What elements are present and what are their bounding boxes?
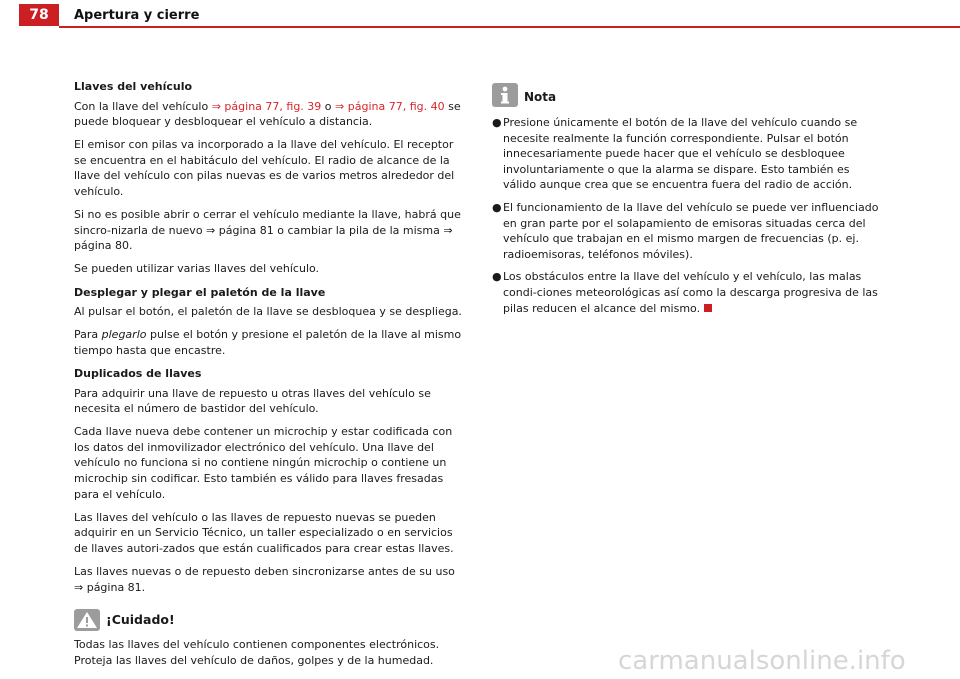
info-icon xyxy=(492,83,518,107)
bullet-icon: ● xyxy=(492,200,502,214)
text: Para xyxy=(74,328,102,342)
section-title: Apertura y cierre xyxy=(74,8,200,23)
page-number: 78 xyxy=(19,4,59,26)
heading-fold-key: Desplegar y plegar el paletón de la llave xyxy=(74,285,326,299)
watermark: carmanualsonline.info xyxy=(618,646,906,676)
list-item xyxy=(492,269,886,316)
page-header xyxy=(0,0,960,30)
paragraph-remote xyxy=(74,99,466,130)
heading-duplicate-keys: Duplicados de llaves xyxy=(74,366,202,380)
bullet-text: El funcionamiento de la llave del vehículo se puede ver influenciado en gran parte por el solapamiento de emisoras situadas cerca del vehículo que trabajan en el mismo margen de frecuencias (p. ej. radioemisoras, teléfonos móviles). xyxy=(503,200,879,261)
list-item xyxy=(492,200,886,262)
paragraph-fold xyxy=(74,327,466,358)
right-column xyxy=(492,83,886,323)
header-rule xyxy=(59,26,960,28)
paragraph-purchase: Las llaves del vehículo o las llaves de repuesto nuevas se pueden adquirir en un Servicio Técnico, un taller especializado o en servicios de llaves autori-zados que están cualificados para crear estas llaves. xyxy=(74,510,454,555)
paragraph-sync-new: Las llaves nuevas o de repuesto deben sincronizarse antes de su uso ⇒ página 81. xyxy=(74,564,455,594)
paragraph-sync: Si no es posible abrir o cerrar el vehículo mediante la llave, habrá que sincro-nizarla de nuevo ⇒ página 81 o cambiar la pila de la misma ⇒ página 80. xyxy=(74,208,461,253)
bullet-icon: ● xyxy=(492,270,502,284)
paragraph-unfold: Al pulsar el botón, el paletón de la llave se desbloquea y se despliega. xyxy=(74,305,462,319)
note-heading xyxy=(492,83,886,107)
note-title: Nota xyxy=(524,90,557,105)
text: Con la llave del vehículo xyxy=(74,99,212,113)
bullet-text: Los obstáculos entre la llave del vehículo y el vehículo, las malas condi-ciones meteorológicas así como la descarga progresiva de las pilas reducen el alcance del mismo. xyxy=(503,270,878,315)
end-mark-icon xyxy=(704,304,712,312)
paragraph-multiple-keys: Se pueden utilizar varias llaves del vehículo. xyxy=(74,262,320,276)
caution-title: ¡Cuidado! xyxy=(106,612,175,628)
list-item xyxy=(492,115,886,193)
left-column xyxy=(74,79,466,676)
link-page-77-fig-40[interactable]: ⇒ página 77, fig. 40 xyxy=(335,99,445,113)
text: pulse el botón y presione el paletón de la llave al mismo tiempo hasta que encastre. xyxy=(74,328,462,357)
paragraph-microchip: Cada llave nueva debe contener un microchip y estar codificada con los datos del inmovilizador electrónico del vehículo. Una llave del vehículo no funciona si no contiene ningún microchip o contiene un microchip sin codificar. Esto también es válido para llaves fresadas para el vehículo. xyxy=(74,425,453,501)
emphasis: plegarlo xyxy=(101,328,147,342)
warning-icon xyxy=(74,609,100,631)
paragraph-vin: Para adquirir una llave de repuesto u otras llaves del vehículo se necesita el número de bastidor del vehículo. xyxy=(74,386,431,416)
heading-vehicle-keys: Llaves del vehículo xyxy=(74,80,193,93)
text: o xyxy=(321,99,336,113)
bullet-text: Presione únicamente el botón de la llave del vehículo cuando se necesite realmente la función correspondiente. Pulsar el botón innecesariamente puede hacer que el vehículo se desbloquee involuntariamente o que la alarma se dispare. Esto también es válido aunque crea que se encuentra fuera del radio de acción. xyxy=(503,116,858,192)
link-page-77-fig-39[interactable]: ⇒ página 77, fig. 39 xyxy=(211,99,322,113)
paragraph-transmitter: El emisor con pilas va incorporado a la llave del vehículo. El receptor se encuentra en el habitáculo del vehículo. El radio de alcance de la llave del vehículo con pilas nuevas es de varios metros alrededor del vehículo. xyxy=(74,138,455,199)
caution-text: Todas las llaves del vehículo contienen componentes electrónicos. Proteja las llaves del vehículo de daños, golpes y de la humedad. xyxy=(74,638,440,667)
bullet-icon: ● xyxy=(492,116,502,129)
text: se puede bloquear y desbloquear el vehículo a distancia. xyxy=(74,99,461,129)
caution-heading xyxy=(74,609,466,631)
